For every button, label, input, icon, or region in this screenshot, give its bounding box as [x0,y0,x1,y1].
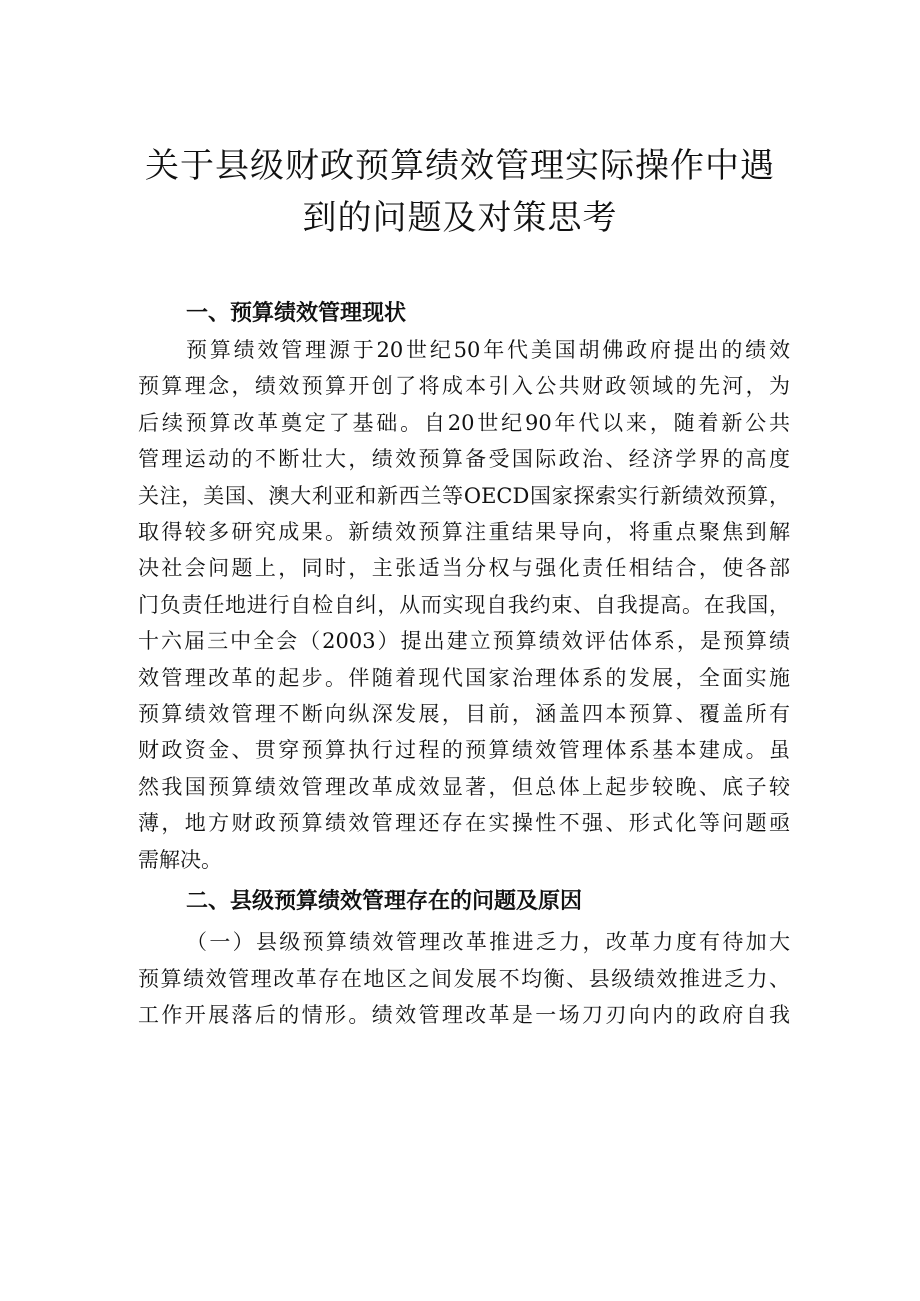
paragraph-line: 门负责任地进行自检自纠，从而实现自我约束、自我提高。在我国， [138,592,790,617]
paragraph-line: 预算理念，绩效预算开创了将成本引入公共财政领域的先河，为 [138,374,790,399]
paragraph-line: 关注，美国、澳大利亚和新西兰等OECD国家探索实行新绩效预算， [138,483,790,508]
document-body [138,296,790,1033]
title-line-2: 到的问题及对策思考 [302,198,618,238]
paragraph-line: 工作开展落后的情形。绩效管理改革是一场刀刃向内的政府自我 [138,1002,790,1027]
subheading-line: （一）县级预算绩效管理改革推进乏力，改革力度有待加大 [186,930,790,955]
paragraph-line: 预算绩效管理源于20世纪50年代美国胡佛政府提出的绩效 [186,338,790,362]
paragraph-line: 取得较多研究成果。新绩效预算注重结果导向，将重点聚焦到解 [138,520,790,545]
paragraph-line: 决社会问题上，同时，主张适当分权与强化责任相结合，使各部 [138,556,790,581]
paragraph-line: 财政资金、贯穿预算执行过程的预算绩效管理体系基本建成。虽 [138,738,790,763]
section-1-heading: 一、预算绩效管理现状 [186,301,407,326]
paragraph-line: 效管理改革的起步。伴随着现代国家治理体系的发展，全面实施 [138,665,790,690]
paragraph-line: 预算绩效管理改革存在地区之间发展不均衡、县级绩效推进乏力、 [138,966,790,991]
paragraph-line: 管理运动的不断壮大，绩效预算备受国际政治、经济学界的高度 [138,447,790,472]
section-2-heading: 二、县级预算绩效管理存在的问题及原因 [186,889,583,915]
document-title [120,140,800,244]
paragraph-line: 预算绩效管理不断向纵深发展，目前，涵盖四本预算、覆盖所有 [138,702,790,727]
section-2-paragraph [138,924,790,1033]
paragraph-line: 薄，地方财政预算绩效管理还存在实操性不强、形式化等问题亟 [138,811,790,836]
section-1-paragraph [138,332,790,878]
paragraph-line: 需解决。 [138,847,222,872]
paragraph-line: 十六届三中全会（2003）提出建立预算绩效评估体系，是预算绩 [138,629,790,654]
title-line-1: 关于县级财政预算绩效管理实际操作中遇 [145,146,775,186]
paragraph-line: 然我国预算绩效管理改革成效显著，但总体上起步较晚、底子较 [138,774,790,799]
paragraph-line: 后续预算改革奠定了基础。自20世纪90年代以来，随着新公共 [138,410,790,435]
